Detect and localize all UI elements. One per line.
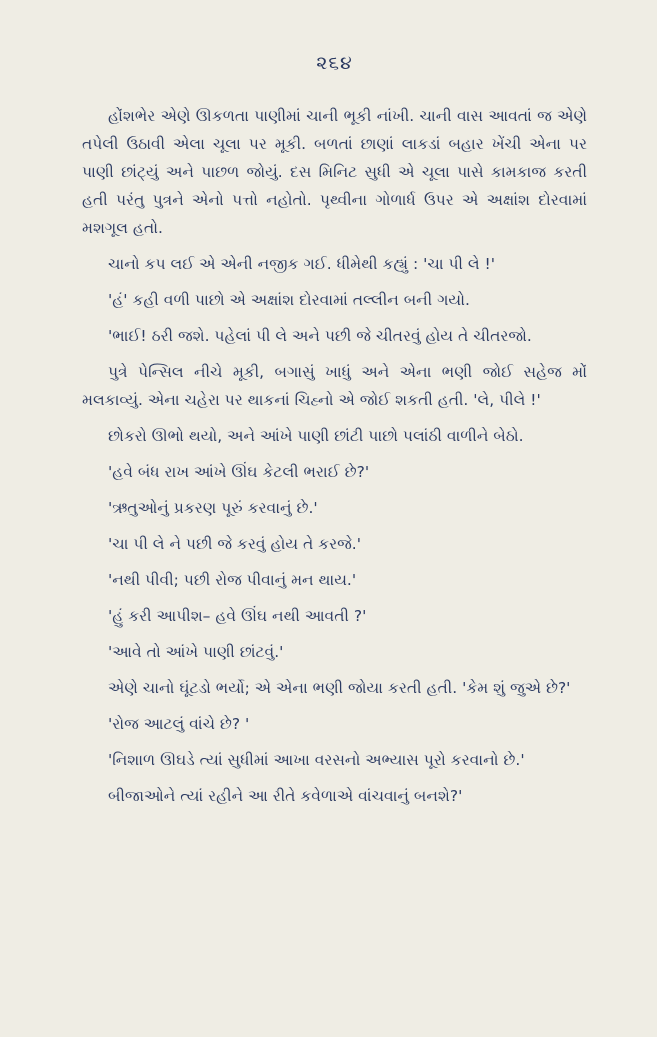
paragraph-7: 'હવે બંધ રાખ આંખે ઊંઘ કેટલી ભરાઈ છે?' xyxy=(108,463,370,481)
paragraph-9: 'ચા પી લે ને પછી જે કરવું હોય તે કરજે.' xyxy=(108,535,361,553)
paragraph-2: ચાનો કપ લઈ એ એની નજીક ગઈ. ધીમેથી કહ્યું : 'ચા પી લે !' xyxy=(108,255,496,273)
paragraph-15: 'નિશાળ ઊઘડે ત્યાં સુધીમાં આખા વરસનો અભ્યાસ પૂરો કરવાનો છે.' xyxy=(108,751,525,769)
paragraph-10: 'નથી પીવી; પછી રોજ પીવાનું મન થાય.' xyxy=(108,571,357,589)
paragraph-13: એણે ચાનો ઘૂંટડો ભર્યો; એ એના ભણી જોયા કરતી હતી. 'કેમ શું જુએ છે?' xyxy=(108,679,571,697)
paragraph-14: 'રોજ આટલું વાંચે છે? ' xyxy=(108,715,250,733)
paragraph-5: પુત્રે પેન્સિલ નીચે મૂકી, બગાસું ખાધું અને એના ભણી જોઈ સહેજ મોં મલકાવ્યું. એના ચહેરા પર થાકનાં ચિહ્નો એ જોઈ શકતી હતી. 'લે, પીલે !' xyxy=(82,363,587,409)
paragraph-12: 'આવે તો આંખે પાણી છાંટવું.' xyxy=(108,643,284,661)
paragraph-4: 'ભાઈ! ઠરી જશે. પહેલાં પી લે અને પછી જે ચીતરવું હોય તે ચીતરજો. xyxy=(108,327,532,345)
paragraph-1: હોંશભેર એણે ઊકળતા પાણીમાં ચાની ભૂકી નાંખી. ચાની વાસ આવતાં જ એણે તપેલી ઉઠાવી એલા ચૂલા પર મૂકી. બળતાં છાણાં લાકડાં બહાર ખેંચી એના પર પાણી છાંટ્યું અને પાછળ જોયું. દસ મિનિટ સુધી એ ચૂલા પાસે કામકાજ કરતી હતી પરંતુ પુત્રને એનો પત્તો નહોતો. પૃથ્વીના ગોળાર્ધ ઉપર એ અક્ષાંશ દોરવામાં મશગૂલ હતો. xyxy=(82,107,587,237)
page-number: ૨૬૪ xyxy=(316,52,353,74)
paragraph-8: 'ઋતુઓનું પ્રકરણ પૂરું કરવાનું છે.' xyxy=(108,499,318,517)
paragraph-11: 'હું કરી આપીશ– હવે ઊંઘ નથી આવતી ?' xyxy=(108,607,367,625)
paragraph-3: 'હં' કહી વળી પાછો એ અક્ષાંશ દોરવામાં તલ્લીન બની ગયો. xyxy=(108,291,470,309)
paragraph-6: છોકરો ઊભો થયો, અને આંખે પાણી છાંટી પાછો પલાંઠી વાળીને બેઠો. xyxy=(108,427,524,445)
paragraph-16: બીજાઓને ત્યાં રહીને આ રીતે કવેળાએ વાંચવાનું બનશે?' xyxy=(108,787,463,805)
